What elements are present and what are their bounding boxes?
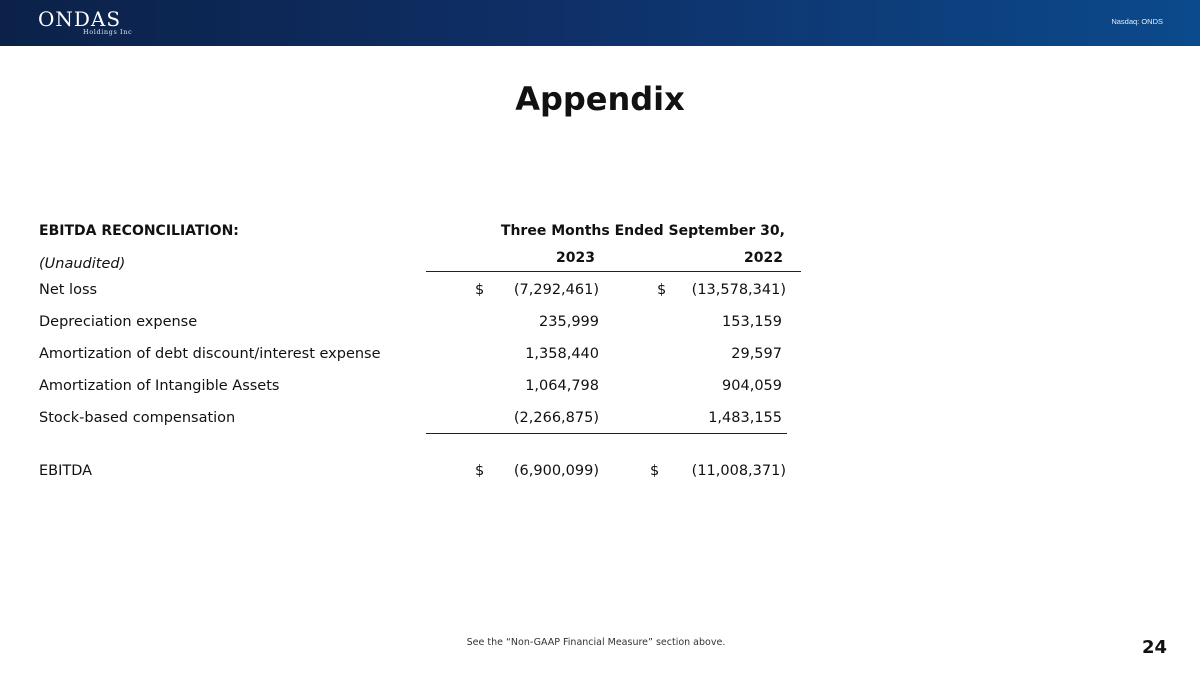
- ticker-label: Nasdaq: ONDS: [1111, 17, 1163, 26]
- value-2022: 29,597: [731, 346, 782, 362]
- row-label-depreciation: Depreciation expense: [39, 314, 198, 330]
- year-2022-header: 2022: [744, 250, 783, 266]
- year-2023-header: 2023: [556, 250, 595, 266]
- row-label-stock-compensation: Stock-based compensation: [39, 410, 236, 426]
- page-title: Appendix: [515, 80, 685, 118]
- value-2023: 1,358,440: [525, 346, 599, 362]
- value-2023: (2,266,875): [513, 410, 599, 426]
- header-underline: [426, 271, 801, 272]
- currency-symbol: $: [657, 282, 667, 298]
- row-label-amortization-intangible: Amortization of Intangible Assets: [39, 378, 280, 394]
- row-label-amortization-debt: Amortization of debt discount/interest expense: [39, 346, 381, 362]
- table-subheading: (Unaudited): [39, 256, 126, 272]
- value-2022: 1,483,155: [708, 410, 782, 426]
- logo-subtext: Holdings Inc: [83, 28, 133, 36]
- subtotal-underline: [426, 433, 787, 434]
- currency-symbol: $: [650, 463, 660, 479]
- value-2023: (7,292,461): [513, 282, 599, 298]
- row-label-ebitda: EBITDA: [39, 463, 93, 479]
- value-2023: 235,999: [539, 314, 599, 330]
- period-header: Three Months Ended September 30,: [500, 223, 785, 239]
- value-2022: (13,578,341): [691, 282, 786, 298]
- table-heading: EBITDA RECONCILIATION:: [39, 223, 239, 239]
- total-2023: (6,900,099): [513, 463, 599, 479]
- footnote: See the “Non-GAAP Financial Measure” section above.: [466, 637, 726, 648]
- page-number: 24: [1141, 637, 1167, 658]
- currency-symbol: $: [475, 282, 485, 298]
- value-2023: 1,064,798: [525, 378, 599, 394]
- value-2022: 153,159: [722, 314, 782, 330]
- currency-symbol: $: [475, 463, 485, 479]
- logo-text: ONDAS: [38, 7, 122, 31]
- total-2022: (11,008,371): [691, 463, 786, 479]
- row-label-net-loss: Net loss: [39, 282, 98, 298]
- value-2022: 904,059: [722, 378, 782, 394]
